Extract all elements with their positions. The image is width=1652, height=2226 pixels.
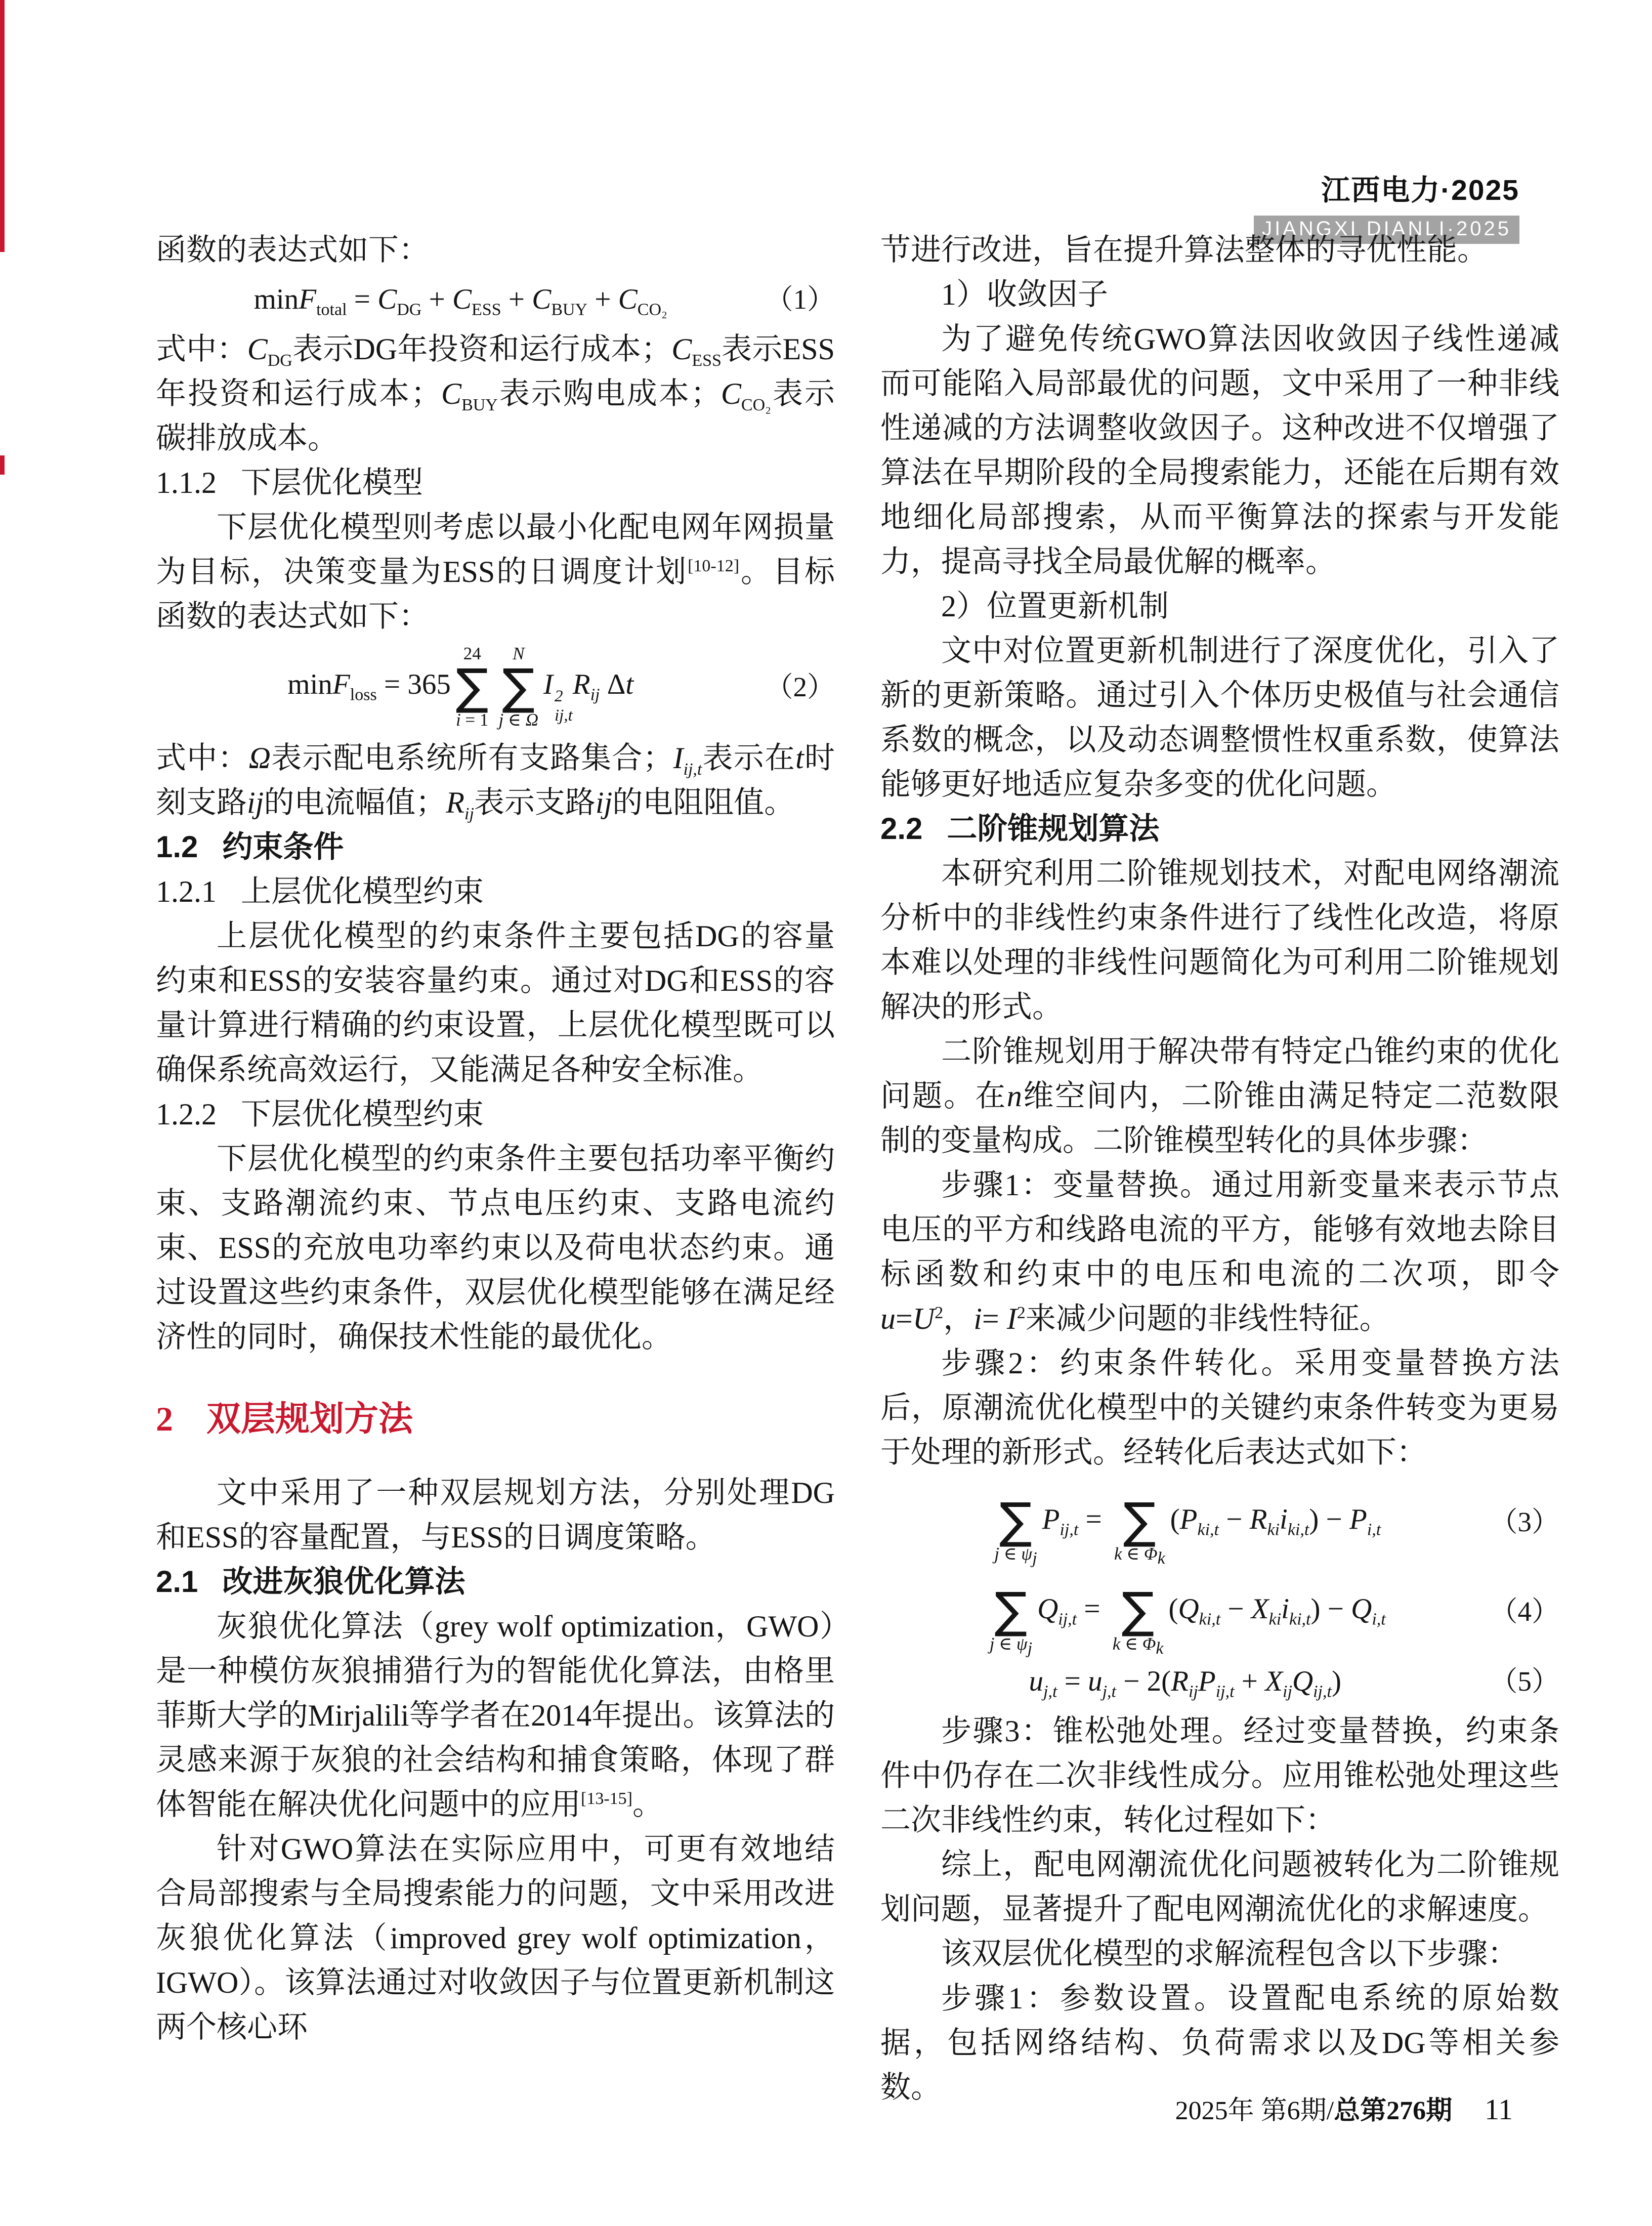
text-run: 针对GWO算法在实际应用中，可更有效地结合局部搜索与全局搜索能力的问题，文中采用改进灰狼优化算法（improved grey wolf optimization，IGWO）。该算法通过对收敛因子与位置更新机制这两个核心环 xyxy=(156,1832,835,2044)
text-run: ∈ xyxy=(503,710,526,730)
text-run: ， xyxy=(943,1302,974,1335)
math-var: $U^2$ xyxy=(912,1302,944,1335)
text-run: 式中： xyxy=(156,741,249,775)
sum-lower-limit xyxy=(499,710,538,730)
text-run: 表示支路 xyxy=(474,785,596,819)
scan-red-edge-artifact xyxy=(0,0,5,252)
paragraph xyxy=(156,914,835,1092)
sum-lower-limit xyxy=(994,1544,1037,1568)
math-var: $u_{j,t}$ xyxy=(1088,1665,1116,1701)
page-number: 11 xyxy=(1485,2093,1513,2126)
text-run: ∈ xyxy=(1120,1633,1142,1654)
sum-lower-limit xyxy=(1112,1633,1164,1658)
text-run: 函数的表达式如下： xyxy=(156,233,429,267)
math-var: $\Phi_k$ xyxy=(1143,1544,1165,1568)
math-var: $X_{ki}$ xyxy=(1251,1593,1282,1629)
text-run: 24 xyxy=(463,644,481,663)
text-run: 1）收敛因子 xyxy=(941,278,1108,311)
text-run: + xyxy=(421,283,452,316)
journal-title-cn: 江西电力·2025 xyxy=(1321,174,1519,206)
math-var: $C_{DG}$ xyxy=(377,283,422,319)
section-heading xyxy=(156,1560,835,1604)
math-var: $X_{ij}$ xyxy=(1265,1665,1292,1701)
text-run: 表示碳排放成本。 xyxy=(156,377,835,455)
heading-number: 1.2.1 xyxy=(156,874,217,908)
section-heading xyxy=(156,1092,835,1137)
paragraph xyxy=(880,628,1559,807)
math-var: ij xyxy=(595,785,613,819)
math-var: $R_{ij}$ xyxy=(572,668,600,704)
math-var: k xyxy=(1114,1544,1122,1564)
text-run: 节进行改进，旨在提升算法整体的寻优性能。 xyxy=(880,233,1488,267)
sum-icon xyxy=(456,644,489,731)
paragraph xyxy=(880,584,1559,628)
paragraph xyxy=(880,1029,1559,1163)
equation xyxy=(156,277,835,322)
text-run: ) − xyxy=(1310,1593,1351,1625)
paragraph xyxy=(880,1709,1559,1842)
paragraph xyxy=(156,327,835,460)
text-run: 表示DG年投资和运行成本； xyxy=(292,332,672,366)
text-run: ) xyxy=(1331,1665,1341,1698)
text-run: 步骤1：变量替换。通过用新变量来表示节点电压的平方和线路电流的平方，能够有效地去除目标函数和约束中的电压和电流的二次项，即令 xyxy=(880,1168,1559,1291)
text-run: 2）位置更新机制 xyxy=(941,590,1169,623)
equation xyxy=(880,1480,1559,1568)
heading-number: 2.1 xyxy=(156,1564,198,1599)
math-var: $P_{i,t}$ xyxy=(1349,1503,1381,1539)
math-var: $P_{ij,t}$ xyxy=(1198,1665,1235,1701)
math-var: $C_{BUY}$ xyxy=(441,377,498,414)
text-run: 二阶锥规划用于解决带有特定凸锥约束的优化问题。在 xyxy=(880,1035,1559,1113)
text-run: + xyxy=(501,283,532,316)
sum-lower-limit xyxy=(456,710,488,730)
text-run: 的电流幅值； xyxy=(264,785,446,819)
text-run: 式中： xyxy=(156,332,247,366)
equation-body xyxy=(156,644,765,731)
math-var: $\psi_j$ xyxy=(1016,1633,1033,1658)
equation-body xyxy=(880,1665,1490,1701)
math-var: $I_{ij,t}$ xyxy=(673,741,702,779)
text-run: 表示在 xyxy=(702,741,796,775)
math-var: $P_{ki,t}$ xyxy=(1179,1503,1219,1539)
math-var: $Q_{ki,t}$ xyxy=(1178,1593,1221,1629)
paragraph xyxy=(880,1842,1559,1931)
paragraph xyxy=(880,1163,1559,1341)
sigma-glyph: ∑ xyxy=(455,658,489,716)
reference-superscript: [13-15] xyxy=(581,1789,632,1808)
math-var: $Q_{ij,t}$ xyxy=(1292,1665,1332,1701)
text-run: 该双层优化模型的求解流程包含以下步骤： xyxy=(941,1937,1518,1970)
math-var: $\Phi_k$ xyxy=(1142,1633,1164,1658)
math-var: j xyxy=(498,710,504,730)
text-run: − xyxy=(1220,1593,1251,1625)
math-var: $u_{j,t}$ xyxy=(1029,1665,1057,1701)
heading-number: 1.2.2 xyxy=(156,1097,217,1131)
heading-title: 上层优化模型约束 xyxy=(241,874,484,908)
text-run: min xyxy=(253,283,299,316)
paragraph xyxy=(156,1827,835,2049)
paragraph xyxy=(156,1471,835,1560)
paragraph xyxy=(156,228,835,272)
text-run: ∈ xyxy=(1122,1544,1144,1564)
math-var: j xyxy=(994,1544,999,1564)
equation xyxy=(880,1659,1559,1704)
sum-icon xyxy=(994,1480,1037,1568)
math-var: $Q_{ij,t}$ xyxy=(1037,1593,1077,1629)
text-run: 。目标函数的表达式如下： xyxy=(156,555,835,633)
text-run: 步骤2：约束条件转化。采用变量替换方法后，原潮流优化模型中的关键约束条件转变为更易于处理的新形式。经转化后表达式如下： xyxy=(880,1347,1559,1469)
math-var: t xyxy=(795,741,804,775)
math-var: Ω xyxy=(525,710,538,730)
page-footer xyxy=(1175,2089,1513,2127)
math-var: $C_{CO_2}$ xyxy=(618,283,667,319)
footer-issue: 2025年 第6期/ xyxy=(1175,2096,1334,2125)
math-var: $C_{DG}$ xyxy=(247,332,292,370)
math-var: Ω xyxy=(248,741,271,775)
math-var: $C_{ESS}$ xyxy=(452,283,501,319)
heading-title: 下层优化模型 xyxy=(241,466,423,499)
equation-body xyxy=(880,1480,1490,1568)
heading-title: 双层规划方法 xyxy=(206,1399,413,1438)
text-run: ∈ xyxy=(999,1544,1022,1564)
text-run: ( xyxy=(1170,1503,1180,1535)
heading-title: 二阶锥规划算法 xyxy=(947,812,1160,846)
equation-number: （1） xyxy=(765,284,835,315)
equation-number: （5） xyxy=(1490,1665,1559,1697)
text-run: = xyxy=(982,1302,1007,1335)
footer-volume: 总第276期 xyxy=(1334,2096,1453,2125)
text-run: = 1 xyxy=(460,710,489,730)
text-run: + xyxy=(587,283,618,316)
text-run: 表示配电系统所有支路集合； xyxy=(270,741,673,775)
text-run: 为了避免传统GWO算法因收敛因子线性递减而可能陷入局部最优的问题，文中采用了一种非线性递减的方法调整收敛因子。这种改进不仅增强了算法在早期阶段的全局搜索能力，还能在后期有效地细化局部搜索，从而平衡算法的探索与开发能力，提高寻找全局最优解的概率。 xyxy=(880,322,1559,578)
equation-body xyxy=(880,1569,1490,1658)
equation xyxy=(880,1569,1559,1658)
paragraph xyxy=(880,1341,1559,1475)
paragraph xyxy=(156,505,835,639)
sigma-glyph: ∑ xyxy=(994,1582,1028,1639)
sigma-glyph: ∑ xyxy=(1123,1492,1156,1549)
math-var: i xyxy=(455,710,461,730)
math-var: I 2 ij,t xyxy=(543,668,573,725)
sigma-glyph: ∑ xyxy=(1121,1582,1155,1639)
equation-number: （3） xyxy=(1490,1506,1559,1537)
text-run: = xyxy=(347,283,378,316)
sum-icon xyxy=(1114,1480,1165,1568)
heading-title: 改进灰狼优化算法 xyxy=(222,1564,465,1599)
math-var: k xyxy=(1112,1633,1121,1654)
scan-red-edge-artifact xyxy=(0,455,5,475)
sigma-glyph: ∑ xyxy=(999,1492,1032,1549)
section-heading xyxy=(156,869,835,914)
equation-number: （4） xyxy=(1490,1596,1559,1627)
math-var: $F_{loss}$ xyxy=(332,668,377,704)
math-var: $i_{ki,t}$ xyxy=(1281,1593,1311,1629)
section-heading xyxy=(156,1397,835,1441)
paragraph xyxy=(156,1604,835,1827)
text-run: 来减少问题的非线性特征。 xyxy=(1025,1302,1390,1335)
left-column xyxy=(156,228,835,2049)
text-run: + xyxy=(1234,1665,1265,1698)
text-run: − 2( xyxy=(1116,1665,1171,1698)
text-run: 的电阻阻值。 xyxy=(612,785,795,819)
math-var: n xyxy=(1006,1079,1022,1113)
paragraph xyxy=(880,317,1559,584)
sum-icon xyxy=(499,644,538,731)
text-run: ) − xyxy=(1309,1503,1349,1535)
sum-lower-limit xyxy=(989,1633,1033,1658)
paragraph xyxy=(156,1137,835,1359)
heading-title: 约束条件 xyxy=(222,829,344,864)
math-var: $R_{ij}$ xyxy=(1171,1665,1198,1701)
text-run: 本研究利用二阶锥规划技术，对配电网络潮流分析中的非线性约束条件进行了线性化改造，将原本难以处理的非线性问题简化为可利用二阶锥规划解决的形式。 xyxy=(880,857,1559,1024)
text-run: 综上，配电网潮流优化问题被转化为二阶锥规划问题，显著提升了配电网潮流优化的求解速度。 xyxy=(880,1847,1559,1926)
text-run: ∈ xyxy=(994,1633,1016,1654)
journal-title-en: JIANGXI DIANLI·2025 xyxy=(1262,218,1511,240)
section-heading xyxy=(156,825,835,869)
paragraph xyxy=(156,736,835,825)
section-heading xyxy=(156,460,835,505)
paragraph xyxy=(880,851,1559,1029)
heading-number: 2.2 xyxy=(880,812,923,846)
text-run: 文中采用了一种双层规划方法，分别处理DG和ESS的容量配置，与ESS的日调度策略。 xyxy=(156,1476,835,1554)
heading-title: 下层优化模型约束 xyxy=(241,1097,484,1131)
text-run: 表示购电成本； xyxy=(497,377,721,410)
text-run: 步骤3：锥松弛处理。经过变量替换，约束条件中仍存在二次非线性成分。应用锥松弛处理这些二次非线性约束，转化过程如下： xyxy=(880,1714,1559,1837)
text-run: min xyxy=(287,668,332,700)
sum-lower-limit xyxy=(1114,1544,1165,1568)
math-var: u xyxy=(880,1302,896,1335)
heading-number: 1.2 xyxy=(156,829,198,864)
math-var: $C_{BUY}$ xyxy=(532,283,588,319)
text-run: = xyxy=(1057,1665,1088,1698)
text-run: 表示ESS年投资和运行成本； xyxy=(156,332,835,410)
equation-body xyxy=(156,283,765,319)
equation-number: （2） xyxy=(765,671,835,702)
text-run: = 365 xyxy=(376,668,451,700)
paragraph xyxy=(880,228,1559,272)
math-var: $R_{ki}$ xyxy=(1249,1503,1280,1539)
math-var: $C_{ESS}$ xyxy=(671,332,722,370)
sum-icon xyxy=(1112,1569,1164,1658)
equation xyxy=(156,644,835,731)
text-run: 。 xyxy=(632,1787,663,1821)
text-run: ( xyxy=(1168,1593,1178,1625)
math-var: N xyxy=(513,644,525,663)
text-run: 灰狼优化算法（grey wolf optimization，GWO）是一种模仿灰狼捕猎行为的智能优化算法，由格里菲斯大学的Mirjalili等学者在2014年提出。该算法的灵感来源于灰狼的社会结构和捕食策略，体现了群体智能在解决优化问题中的应用 xyxy=(156,1609,835,1821)
math-var: i xyxy=(973,1302,982,1335)
math-var: j xyxy=(989,1633,995,1654)
text-run: = xyxy=(1078,1503,1109,1535)
math-var: $P_{ij,t}$ xyxy=(1042,1503,1079,1539)
text-run: 上层优化模型的约束条件主要包括DG的容量约束和ESS的安装容量约束。通过对DG和ESS的容量计算进行精确的约束设置，上层优化模型既可以确保系统高效运行，又能满足各种安全标准。 xyxy=(156,919,835,1086)
text-run: 维空间内，二阶锥由满足特定二范数限制的变量构成。二阶锥模型转化的具体步骤： xyxy=(880,1079,1560,1157)
text-run: − xyxy=(1218,1503,1250,1535)
text-run: 时刻支路 xyxy=(156,741,835,819)
heading-number: 2 xyxy=(156,1399,173,1438)
text-run: 下层优化模型的约束条件主要包括功率平衡约束、支路潮流约束、节点电压约束、支路电流约束、ESS的充放电功率约束以及荷电状态约束。通过设置这些约束条件，双层优化模型能够在满足经济性的同时，确保技术性能的最优化。 xyxy=(156,1142,835,1354)
math-var: $I^2$ xyxy=(1006,1302,1026,1335)
text-run: 下层优化模型则考虑以最小化配电网年网损量为目标，决策变量为ESS的日调度计划 xyxy=(156,511,835,589)
text-run: 文中对位置更新机制进行了深度优化，引入了新的更新策略。通过引入个体历史极值与社会通信系数的概念，以及动态调整惯性权重系数，使算法能够更好地适应复杂多变的优化问题。 xyxy=(880,634,1559,801)
paragraph xyxy=(880,272,1559,317)
sigma-glyph: ∑ xyxy=(502,658,535,716)
text-run: = xyxy=(896,1302,913,1335)
math-var: $R_{ij}$ xyxy=(446,785,474,823)
text-run: Δ xyxy=(600,668,626,700)
paragraph xyxy=(880,1931,1559,1976)
math-var: $F_{total}$ xyxy=(299,283,347,319)
section-heading xyxy=(880,807,1559,851)
math-var: $C_{CO_2}$ xyxy=(721,377,772,414)
heading-number: 1.1.2 xyxy=(156,466,217,499)
right-column xyxy=(880,228,1559,2110)
text-run: = xyxy=(1077,1593,1108,1625)
sum-icon xyxy=(989,1569,1033,1658)
reference-superscript: [10-12] xyxy=(688,557,740,575)
math-var: $Q_{i,t}$ xyxy=(1351,1593,1386,1629)
math-var: t xyxy=(625,668,634,700)
math-var: $i_{ki,t}$ xyxy=(1280,1503,1309,1539)
math-var: $\psi_j$ xyxy=(1021,1544,1037,1568)
math-var: ij xyxy=(247,785,264,819)
text-run: 步骤1：参数设置。设置配电系统的原始数据，包括网络结构、负荷需求以及DG等相关参数。 xyxy=(880,1981,1559,2104)
